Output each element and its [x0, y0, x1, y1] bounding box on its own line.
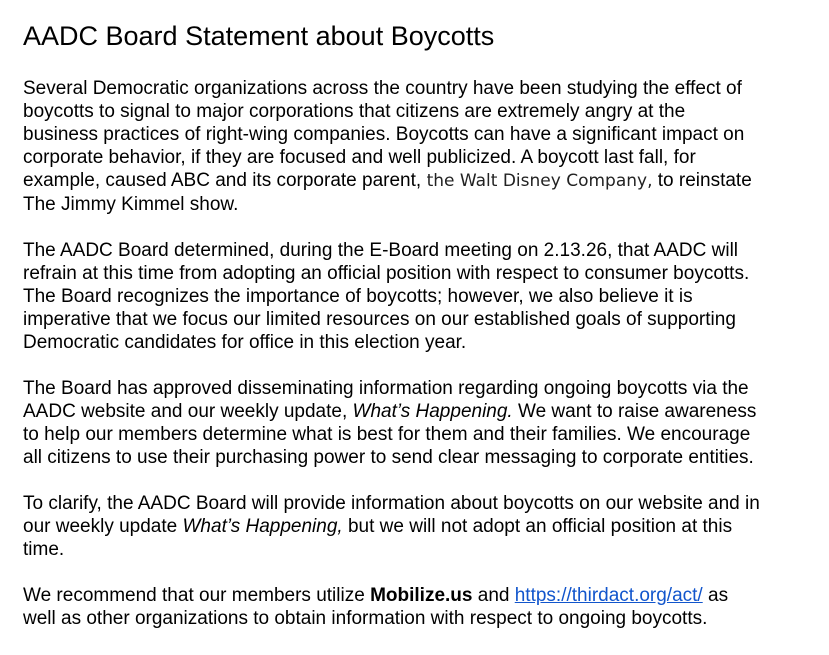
text-line: The Board has approved disseminating information regarding ongoing boycotts via the — [23, 378, 749, 399]
newsletter-title: What’s Happening, — [182, 516, 343, 537]
text-line — [23, 515, 829, 538]
disney-text: the Walt Disney Company, — [421, 171, 653, 191]
paragraph-dissemination — [23, 377, 829, 469]
text-line: boycotts to signal to major corporations that citizens are extremely angry at the — [23, 101, 686, 122]
text-segment: We recommend that our members utilize — [23, 585, 371, 606]
document-title: AADC Board Statement about Boycotts — [23, 21, 495, 51]
paragraph-board-decision — [23, 239, 829, 354]
text-line: Democratic candidates for office in this election year. — [23, 332, 467, 353]
thirdact-link[interactable]: https://thirdact.org/act/ — [514, 585, 703, 606]
text-line: well as other organizations to obtain information with respect to ongoing boycotts. — [23, 608, 708, 629]
text-line: time. — [23, 539, 65, 560]
text-line — [23, 584, 829, 607]
text-line: refrain at this time from adopting an official position with respect to consumer boycotts. — [23, 263, 750, 284]
text-line: all citizens to use their purchasing power to send clear messaging to corporate entities. — [23, 447, 754, 468]
text-line: The Board recognizes the importance of boycotts; however, we also believe it is — [23, 286, 693, 307]
text-segment: example, caused ABC and its corporate parent, — [23, 170, 422, 191]
paragraph-recommend — [23, 584, 829, 630]
text-line: To clarify, the AADC Board will provide information about boycotts on our website and in — [23, 493, 760, 514]
text-line — [23, 400, 829, 423]
text-segment: but we will not adopt an official position at this — [342, 516, 733, 537]
text-segment: to reinstate — [652, 170, 752, 191]
text-segment: We want to raise awareness — [512, 401, 757, 422]
text-line — [23, 169, 829, 193]
mobilize-text: Mobilize.us — [370, 585, 473, 606]
text-line: to help our members determine what is best for them and their families. We encourage — [23, 424, 751, 445]
text-line: The AADC Board determined, during the E-Board meeting on 2.13.26, that AADC will — [23, 240, 739, 261]
text-line: corporate behavior, if they are focused and well publicized. A boycott last fall, for — [23, 147, 696, 168]
text-line: business practices of right-wing companies. Boycotts can have a significant impact on — [23, 124, 745, 145]
text-segment: our weekly update — [23, 516, 183, 537]
text-line: The Jimmy Kimmel show. — [23, 194, 239, 215]
text-segment: and — [472, 585, 515, 606]
paragraph-intro — [23, 77, 829, 216]
paragraph-clarify — [23, 492, 829, 561]
newsletter-title: What’s Happening. — [352, 401, 513, 422]
text-segment: AADC website and our weekly update, — [23, 401, 353, 422]
text-line: imperative that we focus our limited resources on our established goals of supporting — [23, 309, 736, 330]
text-line: Several Democratic organizations across the country have been studying the effect of — [23, 78, 742, 99]
text-segment: as — [702, 585, 729, 606]
